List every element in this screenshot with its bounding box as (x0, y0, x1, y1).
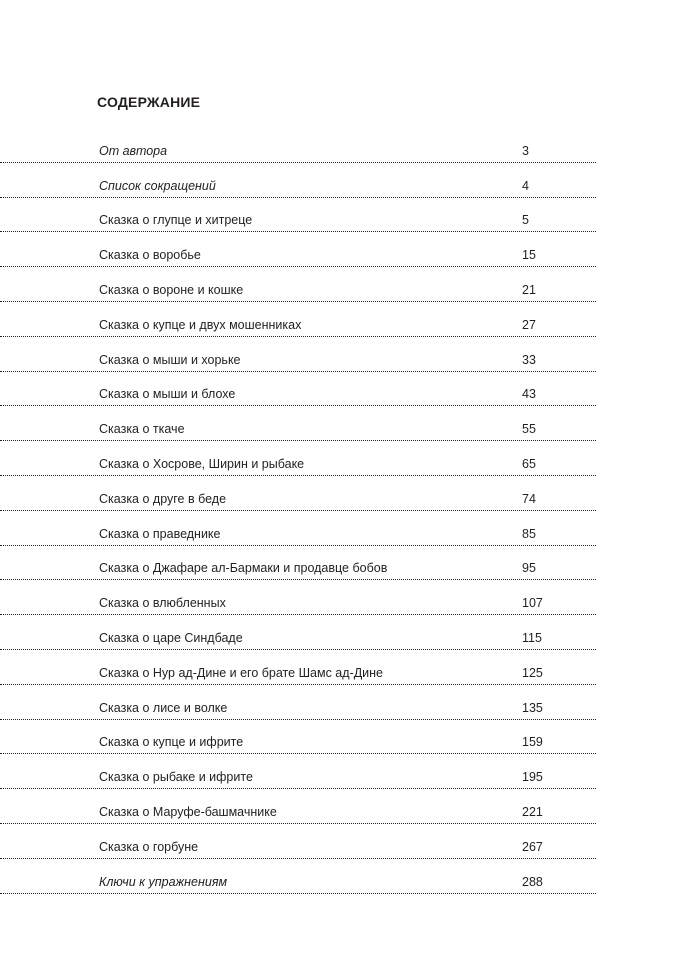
toc-entry-title: Сказка о царе Синдбаде (99, 630, 243, 645)
toc-entry (0, 789, 596, 824)
toc-entry-title: Сказка о праведнике (99, 526, 221, 541)
toc-entry (0, 476, 596, 511)
toc-entry (0, 546, 596, 581)
toc-entry-title: Ключи к упражнениям (99, 874, 228, 889)
toc-entry-page-number: 115 (522, 630, 542, 645)
toc-entry-page-number: 43 (522, 387, 536, 402)
toc-entry-page-number: 15 (522, 248, 536, 263)
toc-entry (0, 267, 596, 302)
toc-entry-title: Сказка о Маруфе-башмачнике (99, 804, 277, 819)
toc-entry-page-number: 5 (522, 213, 529, 228)
toc-entry-page-number: 21 (522, 282, 536, 297)
toc-entry-title: Сказка о купце и ифрите (99, 735, 244, 750)
page-title: СОДЕРЖАНИЕ (97, 94, 201, 110)
toc-entry-page-number: 221 (522, 804, 543, 819)
toc-entry-title: Сказка о мыши и хорьке (99, 352, 241, 367)
toc-entry-page-number: 135 (522, 700, 543, 715)
toc-entry (0, 441, 596, 476)
toc-entry (0, 232, 596, 267)
toc-entry-title: Сказка о ткаче (99, 422, 185, 437)
toc-entry-page-number: 3 (522, 143, 529, 158)
toc-entry-title: Сказка о мыши и блохе (99, 387, 236, 402)
toc-entry-page-number: 107 (522, 596, 543, 611)
toc-entry (0, 406, 596, 441)
toc-entry (0, 128, 596, 163)
toc-entry-page-number: 85 (522, 526, 536, 541)
toc-entry-title: Сказка о влюбленных (99, 596, 226, 611)
toc-entry-title: Сказка о вороне и кошке (99, 282, 244, 297)
toc-entry (0, 650, 596, 685)
toc-entry-page-number: 33 (522, 352, 536, 367)
toc-entry-page-number: 267 (522, 839, 543, 854)
toc-entry-page-number: 95 (522, 561, 536, 576)
toc-entry-title: Сказка о Нур ад-Дине и его брате Шамс ад-Дине (99, 665, 384, 680)
toc-entry-page-number: 27 (522, 317, 536, 332)
toc-entry-title: Сказка о рыбаке и ифрите (99, 770, 253, 785)
toc-entry-page-number: 195 (522, 770, 543, 785)
toc-entry-title: Сказка о друге в беде (99, 491, 227, 506)
toc-entry (0, 720, 596, 755)
toc-entry-title: Сказка о горбуне (99, 839, 199, 854)
toc-entry-title: Сказка о лисе и волке (99, 700, 228, 715)
toc-entry-title: Сказка о глупце и хитреце (99, 213, 253, 228)
toc-entry-page-number: 65 (522, 456, 536, 471)
toc-entry (0, 580, 596, 615)
toc-entry-page-number: 74 (522, 491, 536, 506)
toc-entry-page-number: 55 (522, 422, 536, 437)
toc-entry (0, 163, 596, 198)
toc-entry (0, 511, 596, 546)
toc-entry (0, 824, 596, 859)
toc-entry (0, 337, 596, 372)
toc-entry-title: От автора (99, 143, 168, 158)
toc-entry (0, 302, 596, 337)
table-of-contents (0, 128, 693, 894)
toc-entry (0, 372, 596, 407)
toc-entry-page-number: 4 (522, 178, 529, 193)
toc-entry-title: Сказка о купце и двух мошенниках (99, 317, 302, 332)
toc-entry-title: Сказка о Хосрове, Ширин и рыбаке (99, 456, 305, 471)
toc-entry-page-number: 125 (522, 665, 543, 680)
toc-entry (0, 198, 596, 233)
toc-entry (0, 615, 596, 650)
toc-entry-page-number: 288 (522, 874, 543, 889)
toc-entry (0, 685, 596, 720)
toc-entry-title: Сказка о воробье (99, 248, 201, 263)
toc-entry-page-number: 159 (522, 735, 543, 750)
toc-entry-title: Список сокращений (99, 178, 216, 193)
toc-entry (0, 754, 596, 789)
toc-entry-title: Сказка о Джафаре ал-Бармаки и продавце бобов (99, 561, 388, 576)
toc-entry (0, 859, 596, 894)
